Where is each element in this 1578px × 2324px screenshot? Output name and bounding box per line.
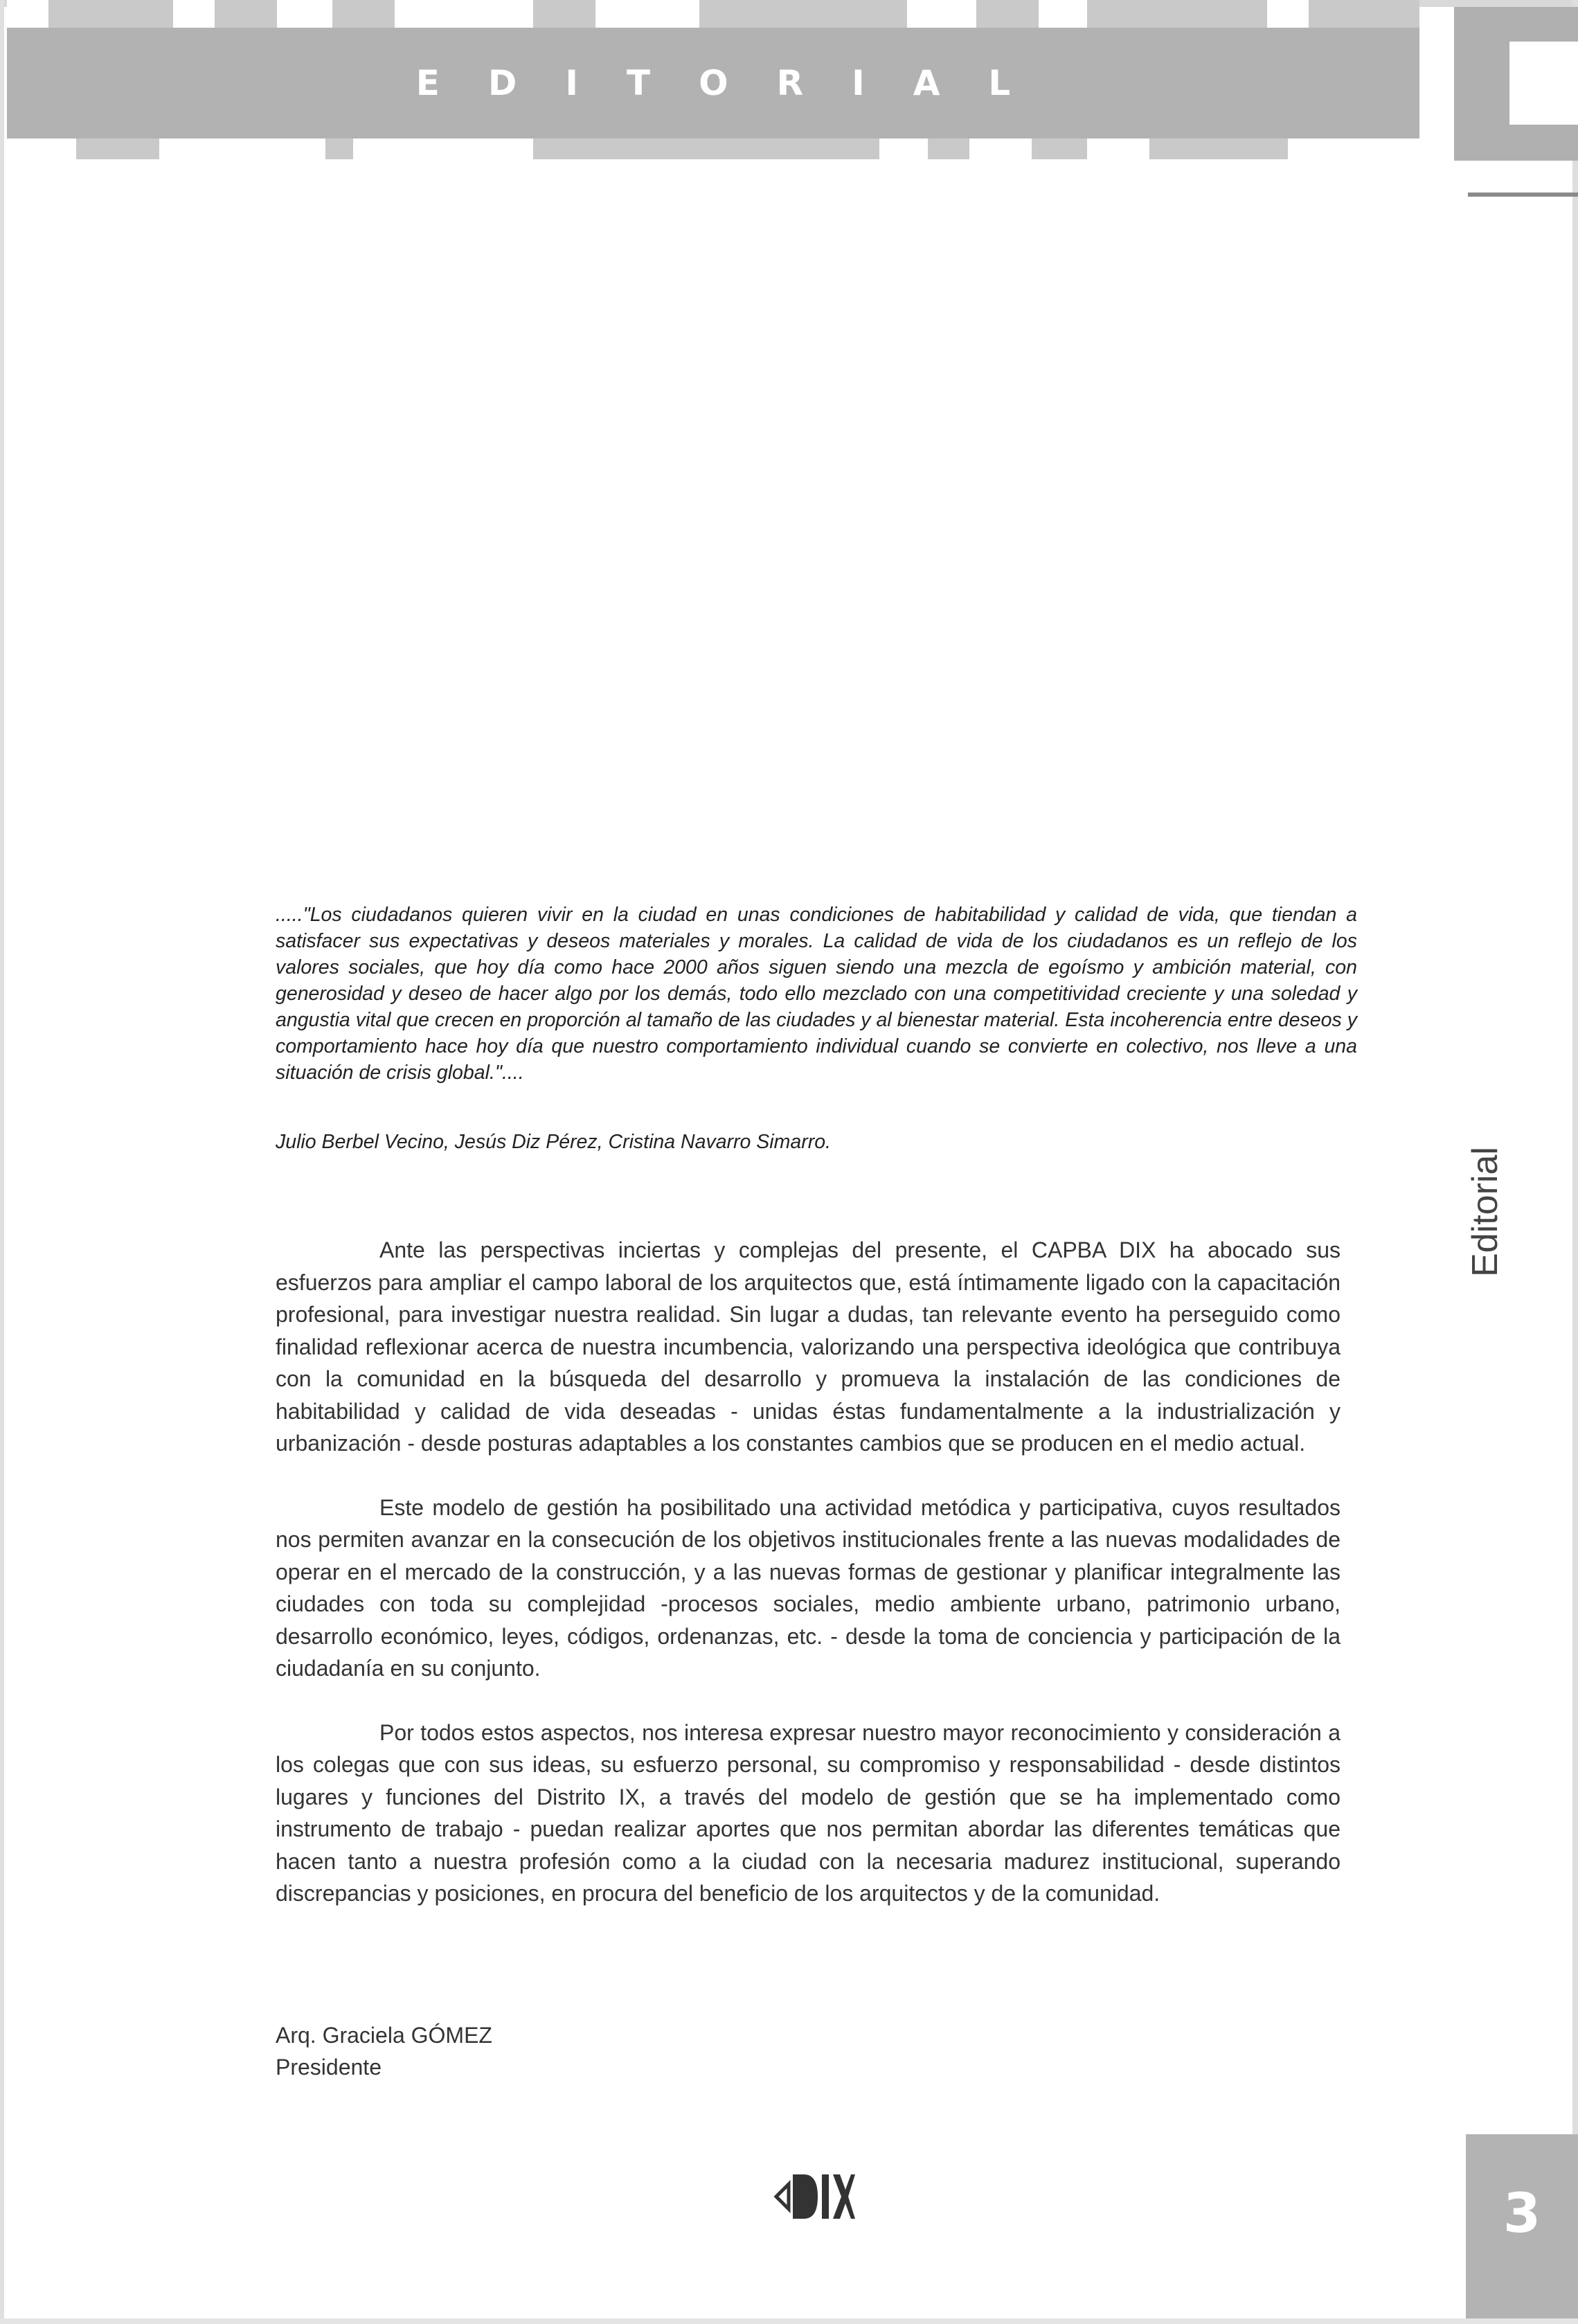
epigraph-authors: Julio Berbel Vecino, Jesús Diz Pérez, Cristina Navarro Simarro. bbox=[276, 1131, 831, 1153]
header-band bbox=[7, 0, 1419, 159]
section-title: EDITORIAL bbox=[415, 63, 1059, 103]
page-number: 3 bbox=[1503, 2183, 1541, 2245]
corner-letter-notch bbox=[1509, 42, 1578, 125]
page-edge-right bbox=[1572, 0, 1578, 2324]
corner-rule bbox=[1468, 193, 1578, 197]
page-edge-bottom bbox=[0, 2318, 1578, 2324]
page-edge-left bbox=[0, 0, 4, 2324]
signature-block bbox=[276, 2019, 492, 2083]
body-paragraph-3: Por todos estos aspectos, nos interesa expresar nuestro mayor reconocimiento y consideración a los colegas que con sus ideas, su esfuerzo personal, su compromiso y responsabilidad - desde distintos lugares y funciones del Distrito IX, a través del modelo de gestión que se ha implementado como instrumento de trabajo - puedan realizar aportes que nos permitan abordar las diferentes temáticas que hacen tanto a nuestra profesión como a la ciudad con la necesaria madurez institucional, superando discrepancias y posiciones, en procura del beneficio de los arquitectos y de la comunidad. bbox=[276, 1719, 1341, 1906]
dix-logo-icon bbox=[772, 2169, 855, 2224]
side-section-label: Editorial bbox=[1465, 1147, 1505, 1277]
epigraph-quote: ....."Los ciudadanos quieren vivir en la ciudad en unas condiciones de habitabilidad y calidad de vida, que tiendan a satisfacer sus expectativas y deseos materiales y morales. La calidad de vida de los ciudadanos es un reflejo de los valores sociales, que hoy día como hace 2000 años siguen siendo una mezcla de egoísmo y ambición material, con generosidad y deseo de hacer algo por los demás, todo ello mezclado con una competitividad creciente y una soledad y angustia vital que crecen en proporción al tamaño de las ciudades y al bienestar material. Esta incoherencia entre deseos y comportamiento hace hoy día que nuestro comportamiento individual cuando se convierte en colectivo, nos lleve a una situación de crisis global.".... bbox=[276, 904, 1357, 1084]
editorial-body bbox=[276, 1234, 1341, 1942]
signature-role: Presidente bbox=[276, 2055, 382, 2080]
body-paragraph-2: Este modelo de gestión ha posibilitado una actividad metódica y participativa, cuyos resultados nos permiten avanzar en la consecución de los objetivos institucionales frente a las nuevas modalidades de operar en el mercado de la construcción, y a las nuevas formas de gestionar y planificar integralmente las ciudades con toda su complejidad -procesos sociales, medio ambiente urbano, patrimonio urbano, desarrollo económico, leyes, códigos, ordenanzas, etc. - desde la toma de conciencia y participación de la ciudadanía en su conjunto. bbox=[276, 1494, 1341, 1681]
signature-name: Arq. Graciela GÓMEZ bbox=[276, 2023, 492, 2048]
body-paragraph-1: Ante las perspectivas inciertas y complejas del presente, el CAPBA DIX ha abocado sus esfuerzos para ampliar el campo laboral de los arquitectos que, está íntimamente ligado con la capacitación profesional, para investigar nuestra realidad. Sin lugar a dudas, tan relevante evento ha perseguido como finalidad reflexionar acerca de nuestra incumbencia, valorizando una perspectiva ideológica que contribuya con la comunidad en la búsqueda del desarrollo y promueva la instalación de las condiciones de habitabilidad y calidad de vida deseadas - unidas éstas fundamentalmente a la industrialización y urbanización - desde posturas adaptables a los constantes cambios que se producen en el medio actual. bbox=[276, 1237, 1341, 1456]
page-number-box bbox=[1466, 2134, 1578, 2318]
